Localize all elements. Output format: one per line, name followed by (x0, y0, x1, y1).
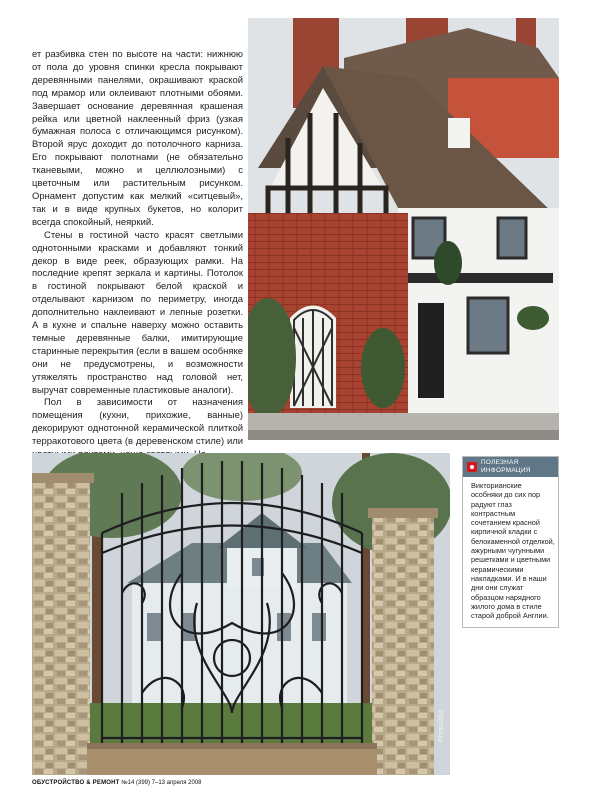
info-marker-icon (467, 462, 477, 472)
sidebar-text: Викторианские особняки до сих пор радуют глаз контрастным сочетанием красной кирпичной кладки с белокаменной отделкой, ажурными чугунными решетками и цветными керамическими накладками. И в наши дни они служат образцом нарядного жилого дома в стиле старой доброй Англии. (471, 481, 555, 621)
article-paragraph-2: Стены в гостиной часто красят светлыми однотонными красками и добавляют тонкий декор в виде реек, образующих рамки. На последние крепят зеркала и картины. Потолок в гостиной покрывают белой краской и отделывают карнизом по периметру, иногда дополнительно наклеивают и лепные розетки. А в кухне и спальне наверху можно оставить темные деревянные балки, имитирующие старинные перекрытия (если в вашем особняке они не предусмотрены, и возможности утяжелять пространство над головой нет, выручат современные пластиковые аналоги). (32, 229, 243, 396)
sidebar-header (463, 457, 558, 477)
tudor-house-photo (248, 18, 559, 440)
page-footer (32, 780, 202, 786)
issue-info: №14 (399) 7–13 апреля 2008 (121, 780, 202, 786)
magazine-name: ОБУСТРОЙСТВО & РЕМОНТ (32, 780, 120, 786)
sidebar-title (481, 459, 556, 475)
useful-info-sidebar (462, 456, 559, 628)
article-text-column (32, 49, 243, 462)
photo-credit: Photolabs (438, 709, 445, 742)
article-paragraph-3: Пол в зависимости от назначения помещения (кухни, прихожие, ванные) декорируют однотонной керамической плиткой терракотового цвета (в деревенском стиле) или (32, 397, 243, 448)
article-paragraph-1: ет разбивка стен по высоте на части: нижнюю от пола до уровня спинки кресла покрывают деревянными панелями, окрашивают краской под мрамор или оклеивают плотными обоями. Завершает основание деревянная крашеная рейка или цветной наклеенный фриз (узкая бумажная полоса с отличающимся рисунком). Второй ярус доходит до потолочного карниза. Его покрывают полотнами (не обязательно тканевыми, можно и целлюлозными) с цветочным или растительным рисунком. Орнамент допустим как мелкий «ситцевый», так и в виде крупных букетов, но колорит всегда спокойный, неяркий. (32, 49, 243, 228)
sidebar-title-line-1: ПОЛЕЗНАЯ (481, 459, 519, 466)
sidebar-title-line-2: ИНФОРМАЦИЯ (481, 467, 531, 474)
iron-gate-photo (32, 453, 450, 775)
